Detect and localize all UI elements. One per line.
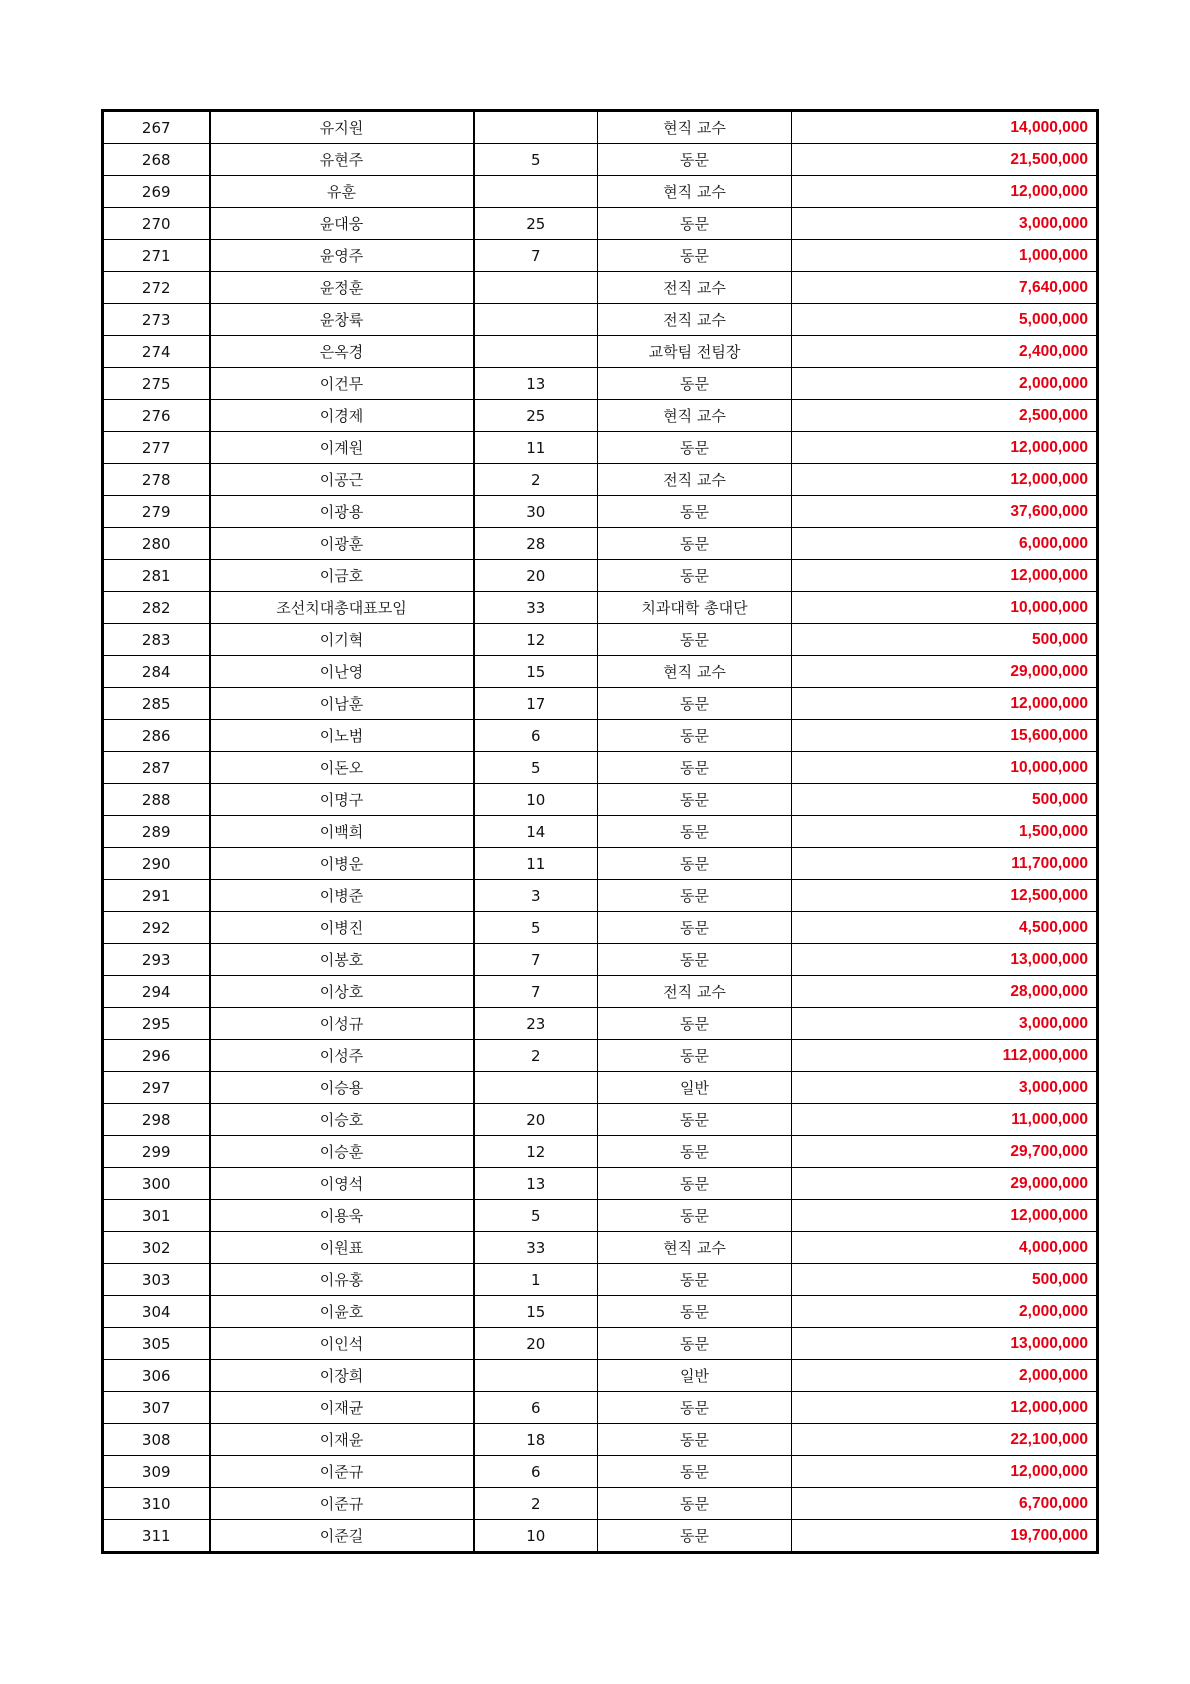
donation-amount: 2,000,000	[792, 1296, 1098, 1328]
graduating-class: 2	[474, 1488, 598, 1520]
graduating-class	[474, 272, 598, 304]
row-number: 275	[103, 368, 210, 400]
graduating-class	[474, 1072, 598, 1104]
donor-name: 이인석	[210, 1328, 474, 1360]
table-row	[103, 432, 1098, 464]
donor-name: 이광용	[210, 496, 474, 528]
donation-amount: 12,000,000	[792, 176, 1098, 208]
row-number: 267	[103, 111, 210, 144]
donor-category: 전직 교수	[598, 464, 792, 496]
donation-amount: 15,600,000	[792, 720, 1098, 752]
donor-name: 이승용	[210, 1072, 474, 1104]
donor-category: 동문	[598, 1136, 792, 1168]
donor-name: 이병운	[210, 848, 474, 880]
graduating-class: 6	[474, 1392, 598, 1424]
row-number: 284	[103, 656, 210, 688]
donation-amount: 3,000,000	[792, 1072, 1098, 1104]
donation-amount: 2,000,000	[792, 368, 1098, 400]
donor-name: 이용욱	[210, 1200, 474, 1232]
graduating-class: 20	[474, 1328, 598, 1360]
donor-category: 동문	[598, 784, 792, 816]
donor-name: 이노범	[210, 720, 474, 752]
donor-name: 이영석	[210, 1168, 474, 1200]
donor-category: 전직 교수	[598, 304, 792, 336]
row-number: 306	[103, 1360, 210, 1392]
donation-amount: 29,000,000	[792, 656, 1098, 688]
table-row	[103, 304, 1098, 336]
row-number: 280	[103, 528, 210, 560]
donor-category: 동문	[598, 1104, 792, 1136]
graduating-class: 6	[474, 1456, 598, 1488]
graduating-class	[474, 111, 598, 144]
graduating-class: 5	[474, 1200, 598, 1232]
table-row	[103, 1168, 1098, 1200]
row-number: 311	[103, 1520, 210, 1553]
donor-category: 전직 교수	[598, 976, 792, 1008]
donation-amount: 10,000,000	[792, 752, 1098, 784]
graduating-class: 12	[474, 624, 598, 656]
donor-category: 동문	[598, 1264, 792, 1296]
graduating-class: 5	[474, 912, 598, 944]
donor-table	[101, 109, 1099, 1554]
table-row	[103, 176, 1098, 208]
table-row	[103, 1488, 1098, 1520]
table-row	[103, 1136, 1098, 1168]
table-row	[103, 816, 1098, 848]
table-row	[103, 848, 1098, 880]
donation-amount: 12,000,000	[792, 1392, 1098, 1424]
row-number: 302	[103, 1232, 210, 1264]
donor-category: 동문	[598, 560, 792, 592]
table-row	[103, 1392, 1098, 1424]
row-number: 287	[103, 752, 210, 784]
donor-category: 동문	[598, 880, 792, 912]
donor-category: 동문	[598, 1328, 792, 1360]
row-number: 305	[103, 1328, 210, 1360]
row-number: 307	[103, 1392, 210, 1424]
table-row	[103, 240, 1098, 272]
donation-amount: 3,000,000	[792, 1008, 1098, 1040]
row-number: 291	[103, 880, 210, 912]
graduating-class	[474, 336, 598, 368]
donor-rows	[103, 111, 1098, 1553]
donor-name: 이계원	[210, 432, 474, 464]
row-number: 309	[103, 1456, 210, 1488]
graduating-class: 7	[474, 240, 598, 272]
donation-amount: 37,600,000	[792, 496, 1098, 528]
donor-category: 동문	[598, 1200, 792, 1232]
donation-amount: 13,000,000	[792, 944, 1098, 976]
donation-amount: 19,700,000	[792, 1520, 1098, 1553]
donor-name: 이광훈	[210, 528, 474, 560]
table-row	[103, 272, 1098, 304]
donation-amount: 1,500,000	[792, 816, 1098, 848]
donation-amount: 11,700,000	[792, 848, 1098, 880]
donation-amount: 12,000,000	[792, 432, 1098, 464]
donor-name: 윤정훈	[210, 272, 474, 304]
donation-amount: 12,500,000	[792, 880, 1098, 912]
donation-amount: 12,000,000	[792, 464, 1098, 496]
donation-amount: 6,000,000	[792, 528, 1098, 560]
graduating-class	[474, 304, 598, 336]
graduating-class: 2	[474, 464, 598, 496]
row-number: 288	[103, 784, 210, 816]
donor-category: 동문	[598, 240, 792, 272]
graduating-class: 10	[474, 784, 598, 816]
donor-category: 전직 교수	[598, 272, 792, 304]
row-number: 304	[103, 1296, 210, 1328]
donor-category: 현직 교수	[598, 1232, 792, 1264]
graduating-class: 15	[474, 656, 598, 688]
table-row	[103, 1296, 1098, 1328]
donor-name: 윤대웅	[210, 208, 474, 240]
table-row	[103, 880, 1098, 912]
donor-name: 이유홍	[210, 1264, 474, 1296]
row-number: 289	[103, 816, 210, 848]
donation-amount: 12,000,000	[792, 1200, 1098, 1232]
row-number: 269	[103, 176, 210, 208]
graduating-class: 17	[474, 688, 598, 720]
table-row	[103, 784, 1098, 816]
donor-category: 동문	[598, 720, 792, 752]
row-number: 272	[103, 272, 210, 304]
graduating-class: 5	[474, 144, 598, 176]
donor-name: 이성규	[210, 1008, 474, 1040]
donor-name: 이상호	[210, 976, 474, 1008]
table-row	[103, 912, 1098, 944]
table-row	[103, 111, 1098, 144]
table-row	[103, 1424, 1098, 1456]
donation-amount: 29,700,000	[792, 1136, 1098, 1168]
donor-name: 이병준	[210, 880, 474, 912]
row-number: 290	[103, 848, 210, 880]
donor-name: 이준규	[210, 1488, 474, 1520]
table-row	[103, 368, 1098, 400]
row-number: 278	[103, 464, 210, 496]
donation-amount: 2,000,000	[792, 1360, 1098, 1392]
donor-name: 이준길	[210, 1520, 474, 1553]
row-number: 292	[103, 912, 210, 944]
donation-amount: 21,500,000	[792, 144, 1098, 176]
graduating-class: 13	[474, 368, 598, 400]
table-row	[103, 560, 1098, 592]
donor-name: 이돈오	[210, 752, 474, 784]
graduating-class: 20	[474, 560, 598, 592]
donation-amount: 12,000,000	[792, 560, 1098, 592]
donor-name: 이공근	[210, 464, 474, 496]
donor-name: 이원표	[210, 1232, 474, 1264]
donor-category: 치과대학 총대단	[598, 592, 792, 624]
graduating-class	[474, 1360, 598, 1392]
table-row	[103, 1456, 1098, 1488]
row-number: 293	[103, 944, 210, 976]
donation-amount: 28,000,000	[792, 976, 1098, 1008]
donation-amount: 29,000,000	[792, 1168, 1098, 1200]
donation-amount: 500,000	[792, 784, 1098, 816]
table-row	[103, 688, 1098, 720]
table-row	[103, 624, 1098, 656]
graduating-class: 18	[474, 1424, 598, 1456]
row-number: 279	[103, 496, 210, 528]
donor-name: 윤창륙	[210, 304, 474, 336]
table-row	[103, 1264, 1098, 1296]
donation-amount: 14,000,000	[792, 111, 1098, 144]
donation-amount: 13,000,000	[792, 1328, 1098, 1360]
donor-category: 교학팀 전팀장	[598, 336, 792, 368]
table-row	[103, 1232, 1098, 1264]
donor-name: 이난영	[210, 656, 474, 688]
donor-name: 유현주	[210, 144, 474, 176]
graduating-class: 3	[474, 880, 598, 912]
donor-name: 윤영주	[210, 240, 474, 272]
donation-amount: 112,000,000	[792, 1040, 1098, 1072]
donor-category: 동문	[598, 912, 792, 944]
donation-amount: 500,000	[792, 1264, 1098, 1296]
donor-name: 이남훈	[210, 688, 474, 720]
row-number: 294	[103, 976, 210, 1008]
row-number: 270	[103, 208, 210, 240]
donor-category: 현직 교수	[598, 111, 792, 144]
donation-amount: 11,000,000	[792, 1104, 1098, 1136]
donor-name: 이준규	[210, 1456, 474, 1488]
donor-name: 이명구	[210, 784, 474, 816]
graduating-class: 30	[474, 496, 598, 528]
graduating-class: 10	[474, 1520, 598, 1553]
table-row	[103, 1328, 1098, 1360]
row-number: 268	[103, 144, 210, 176]
donor-name: 은옥경	[210, 336, 474, 368]
donor-name: 이백희	[210, 816, 474, 848]
graduating-class: 25	[474, 208, 598, 240]
table-row	[103, 1360, 1098, 1392]
table-row	[103, 496, 1098, 528]
donor-category: 동문	[598, 368, 792, 400]
row-number: 285	[103, 688, 210, 720]
row-number: 282	[103, 592, 210, 624]
table-row	[103, 208, 1098, 240]
donation-amount: 6,700,000	[792, 1488, 1098, 1520]
row-number: 298	[103, 1104, 210, 1136]
donor-name: 이장희	[210, 1360, 474, 1392]
row-number: 276	[103, 400, 210, 432]
table-row	[103, 1072, 1098, 1104]
graduating-class: 23	[474, 1008, 598, 1040]
donor-name: 이경제	[210, 400, 474, 432]
graduating-class: 1	[474, 1264, 598, 1296]
row-number: 297	[103, 1072, 210, 1104]
row-number: 299	[103, 1136, 210, 1168]
row-number: 295	[103, 1008, 210, 1040]
graduating-class: 20	[474, 1104, 598, 1136]
donor-name: 이건무	[210, 368, 474, 400]
donor-category: 동문	[598, 1168, 792, 1200]
table-row	[103, 944, 1098, 976]
donor-category: 동문	[598, 1520, 792, 1553]
row-number: 273	[103, 304, 210, 336]
graduating-class: 6	[474, 720, 598, 752]
graduating-class: 7	[474, 976, 598, 1008]
donor-name: 이금호	[210, 560, 474, 592]
donor-category: 동문	[598, 496, 792, 528]
table-row	[103, 1520, 1098, 1553]
donor-category: 동문	[598, 624, 792, 656]
donor-category: 현직 교수	[598, 400, 792, 432]
graduating-class	[474, 176, 598, 208]
donation-amount: 2,500,000	[792, 400, 1098, 432]
donor-category: 동문	[598, 944, 792, 976]
table-row	[103, 1008, 1098, 1040]
graduating-class: 5	[474, 752, 598, 784]
table-row	[103, 144, 1098, 176]
donation-amount: 7,640,000	[792, 272, 1098, 304]
donor-category: 동문	[598, 432, 792, 464]
donor-category: 동문	[598, 1040, 792, 1072]
row-number: 296	[103, 1040, 210, 1072]
donor-name: 이재균	[210, 1392, 474, 1424]
donor-name: 이재윤	[210, 1424, 474, 1456]
donor-category: 현직 교수	[598, 656, 792, 688]
donor-category: 현직 교수	[598, 176, 792, 208]
donor-category: 동문	[598, 688, 792, 720]
donor-category: 동문	[598, 144, 792, 176]
graduating-class: 7	[474, 944, 598, 976]
table-row	[103, 752, 1098, 784]
row-number: 271	[103, 240, 210, 272]
table-row	[103, 400, 1098, 432]
donation-amount: 4,000,000	[792, 1232, 1098, 1264]
donor-name: 이기혁	[210, 624, 474, 656]
table-row	[103, 1040, 1098, 1072]
graduating-class: 12	[474, 1136, 598, 1168]
donor-category: 동문	[598, 1424, 792, 1456]
donor-category: 동문	[598, 752, 792, 784]
row-number: 301	[103, 1200, 210, 1232]
donation-amount: 500,000	[792, 624, 1098, 656]
graduating-class: 25	[474, 400, 598, 432]
row-number: 281	[103, 560, 210, 592]
donor-category: 일반	[598, 1360, 792, 1392]
row-number: 274	[103, 336, 210, 368]
graduating-class: 33	[474, 592, 598, 624]
donor-category: 동문	[598, 1488, 792, 1520]
donor-name: 이승훈	[210, 1136, 474, 1168]
graduating-class: 28	[474, 528, 598, 560]
graduating-class: 15	[474, 1296, 598, 1328]
graduating-class: 11	[474, 848, 598, 880]
donor-category: 동문	[598, 1392, 792, 1424]
donor-name: 조선치대총대표모임	[210, 592, 474, 624]
donation-amount: 3,000,000	[792, 208, 1098, 240]
row-number: 277	[103, 432, 210, 464]
row-number: 283	[103, 624, 210, 656]
donor-name: 이윤호	[210, 1296, 474, 1328]
graduating-class: 33	[474, 1232, 598, 1264]
graduating-class: 2	[474, 1040, 598, 1072]
donor-category: 동문	[598, 848, 792, 880]
donation-amount: 10,000,000	[792, 592, 1098, 624]
table-row	[103, 336, 1098, 368]
graduating-class: 14	[474, 816, 598, 848]
table-row	[103, 656, 1098, 688]
row-number: 303	[103, 1264, 210, 1296]
row-number: 300	[103, 1168, 210, 1200]
donor-name: 이승호	[210, 1104, 474, 1136]
donation-amount: 12,000,000	[792, 688, 1098, 720]
table-row	[103, 1104, 1098, 1136]
donor-category: 동문	[598, 1008, 792, 1040]
donation-amount: 4,500,000	[792, 912, 1098, 944]
table-row	[103, 528, 1098, 560]
donor-name: 유훈	[210, 176, 474, 208]
donor-category: 동문	[598, 528, 792, 560]
row-number: 310	[103, 1488, 210, 1520]
donor-category: 동문	[598, 208, 792, 240]
row-number: 286	[103, 720, 210, 752]
donor-category: 동문	[598, 1296, 792, 1328]
row-number: 308	[103, 1424, 210, 1456]
donor-name: 이성주	[210, 1040, 474, 1072]
graduating-class: 11	[474, 432, 598, 464]
table-row	[103, 720, 1098, 752]
donor-name: 유지원	[210, 111, 474, 144]
donor-category: 동문	[598, 816, 792, 848]
donor-name: 이병진	[210, 912, 474, 944]
table-row	[103, 1200, 1098, 1232]
donor-category: 일반	[598, 1072, 792, 1104]
donation-amount: 1,000,000	[792, 240, 1098, 272]
donation-amount: 2,400,000	[792, 336, 1098, 368]
table-row	[103, 464, 1098, 496]
donation-amount: 22,100,000	[792, 1424, 1098, 1456]
donor-category: 동문	[598, 1456, 792, 1488]
table-row	[103, 592, 1098, 624]
table-row	[103, 976, 1098, 1008]
donation-amount: 5,000,000	[792, 304, 1098, 336]
donation-amount: 12,000,000	[792, 1456, 1098, 1488]
donor-name: 이봉호	[210, 944, 474, 976]
graduating-class: 13	[474, 1168, 598, 1200]
